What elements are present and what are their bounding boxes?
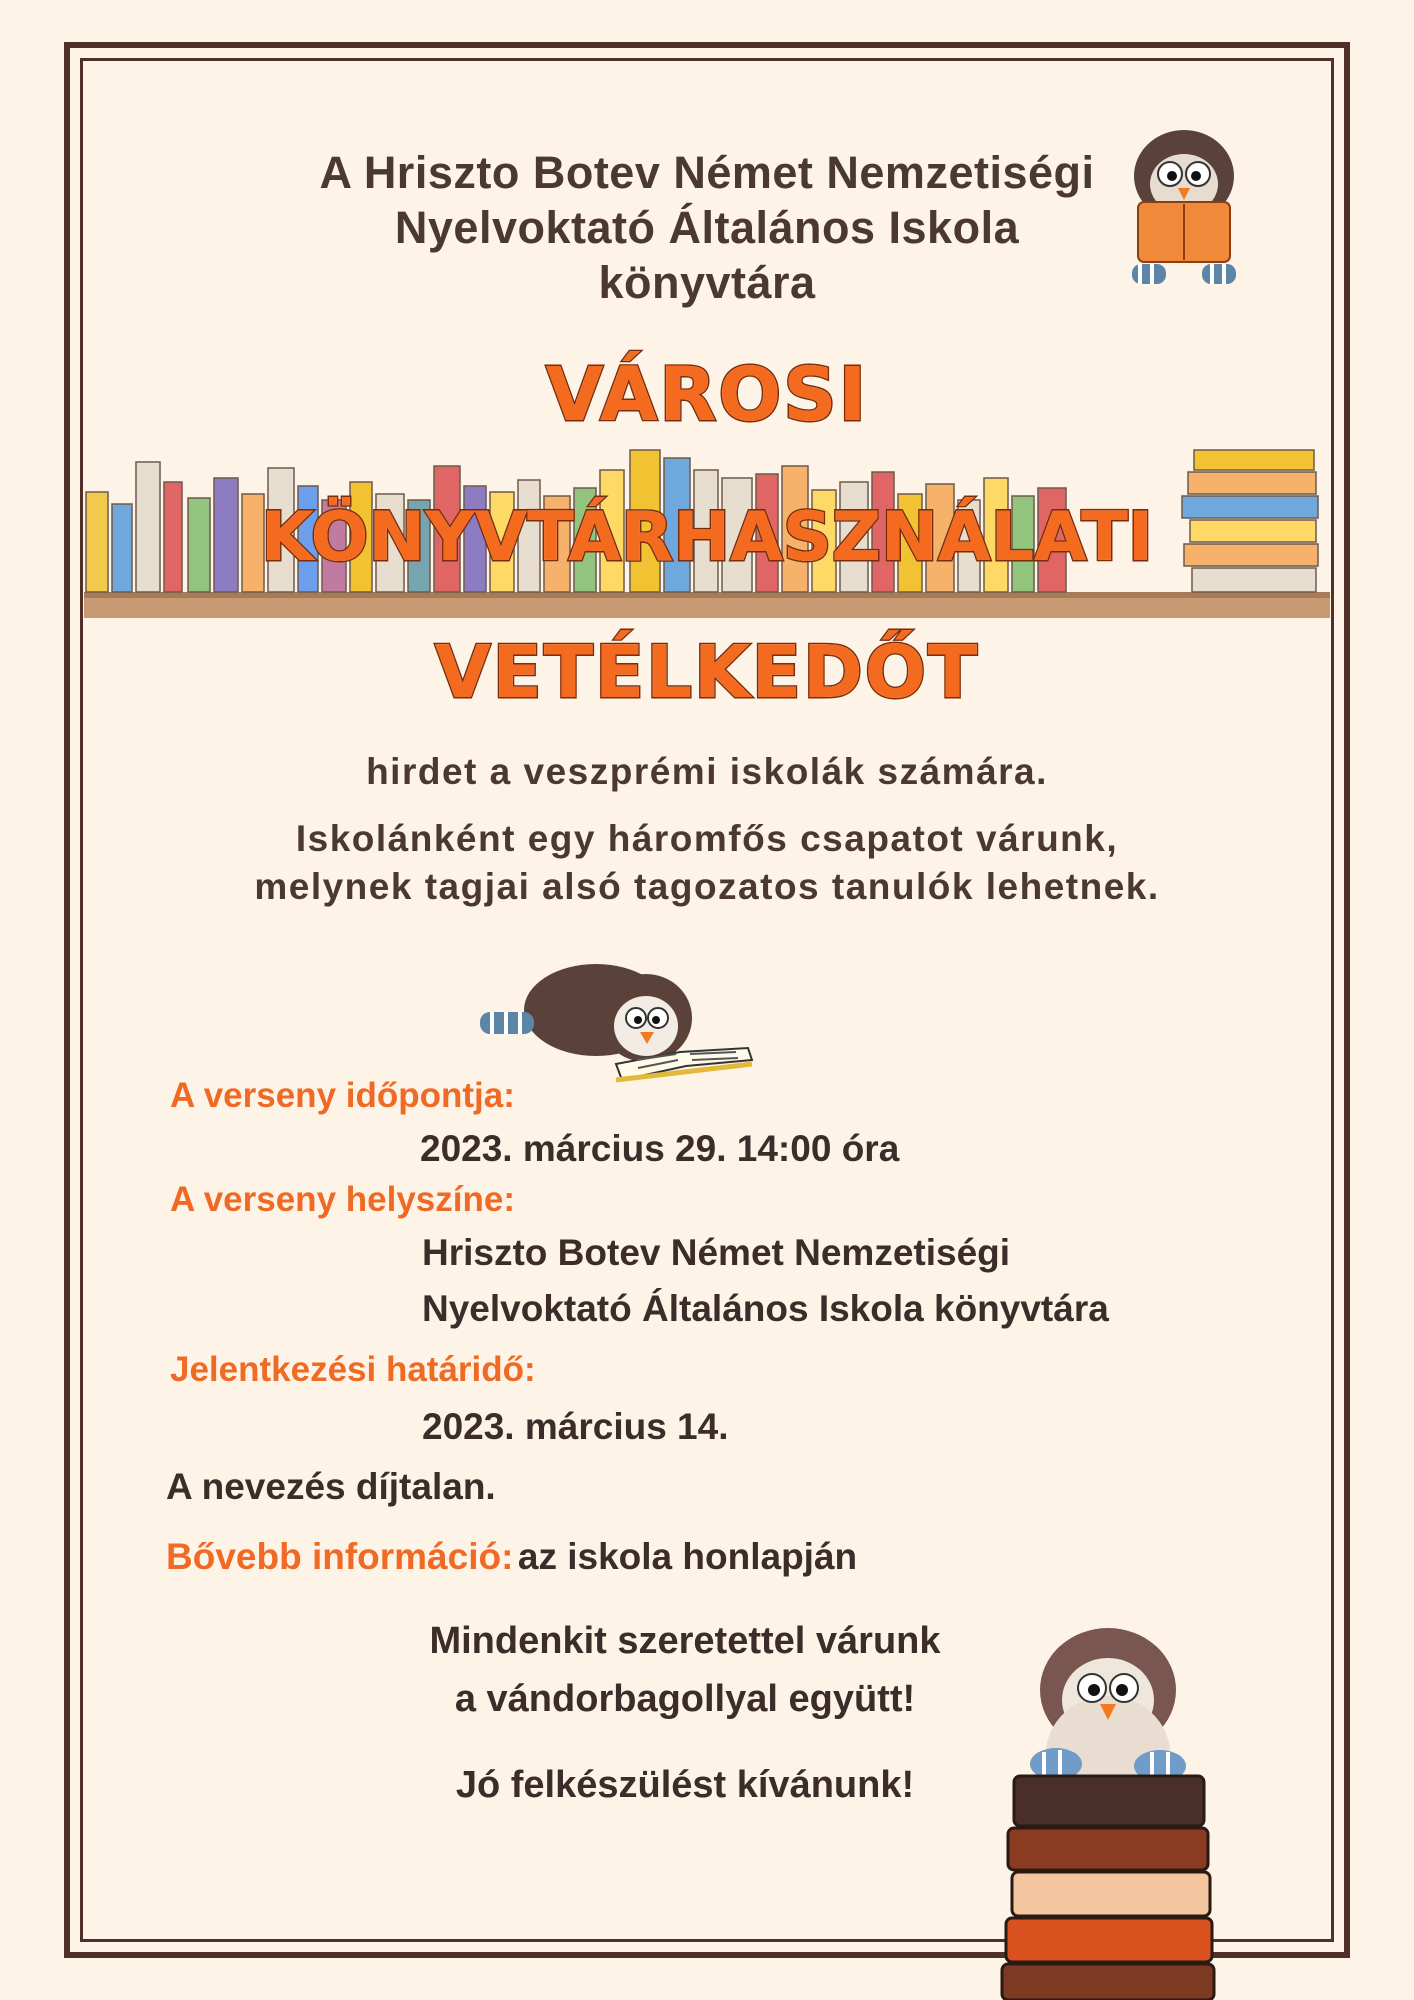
closing-line-2: a vándorbagollyal együtt! [454,1678,916,1720]
place-value-line-1: Hriszto Botev Német Nemzetiségi [422,1232,1011,1273]
intro-line-1: hirdet a veszprémi iskolák számára. [366,751,1048,792]
place-value-line-2: Nyelvoktató Általános Iskola könyvtára [422,1288,1109,1329]
owl-reading-icon [1118,118,1250,298]
info-value: az iskola honlapján [517,1536,858,1577]
place-label: A verseny helyszíne: [170,1180,515,1219]
owl-on-books-icon [988,1604,1256,2000]
title-line-2: KÖNYVTÁRHASZNÁLATI [260,498,1154,577]
deadline-label: Jelentkezési határidő: [170,1350,536,1389]
deadline-value: 2023. március 14. [422,1406,729,1447]
fee-note: A nevezés díjtalan. [166,1466,496,1507]
title-line-1: VÁROSI [545,352,869,438]
header-line-3: könyvtára [598,257,816,308]
header-line-2: Nyelvoktató Általános Iskola [394,202,1020,253]
owl-lying-reading-icon [476,940,758,1094]
title-line-3: VETÉLKEDŐT [434,630,980,714]
intro-line-2: Iskolánként egy háromfős csapatot várunk, [295,818,1119,859]
date-label: A verseny időpontja: [170,1076,515,1115]
info-label: Bővebb információ: [166,1536,514,1577]
more-info [166,1536,857,1578]
intro-block [0,815,1414,911]
header-line-1: A Hriszto Botev Német Nemzetiségi [319,147,1095,198]
date-value: 2023. március 29. 14:00 óra [420,1128,900,1169]
closing-line-1: Mindenkit szeretettel várunk [429,1620,941,1662]
intro-line-3: melynek tagjai alsó tagozatos tanulók lehetnek. [254,866,1160,907]
closing-block [340,1612,1030,1814]
closing-line-3: Jó felkészülést kívánunk! [455,1764,915,1806]
